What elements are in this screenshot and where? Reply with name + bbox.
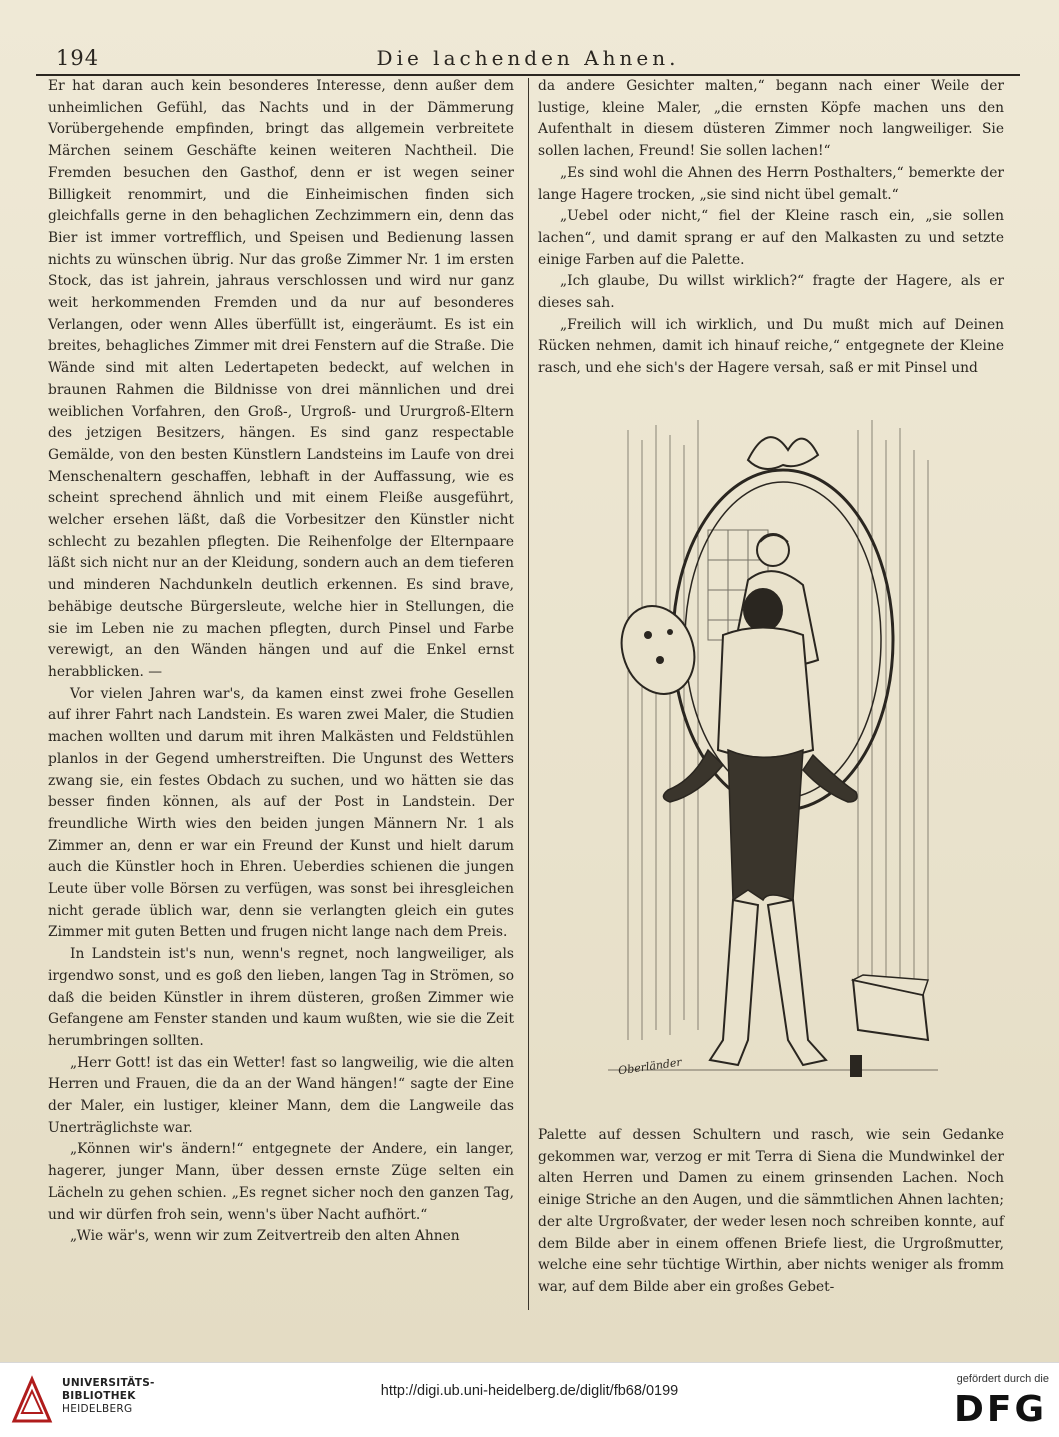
paragraph: „Es sind wohl die Ahnen des Herrn Posthalters,“ bemerkte der lange Hagere trocken, „sie sind nicht übel gemalt.“ bbox=[538, 164, 1004, 203]
dfg-logo: DFG bbox=[953, 1389, 1047, 1430]
viewer-footer bbox=[0, 1362, 1059, 1437]
paragraph: „Freilich will ich wirklich, und Du mußt mich auf Deinen Rücken nehmen, damit ich hinauf reiche,“ entgegnete der Kleine rasch, und ehe sich's der Hagere versah, saß er mit Pinsel und bbox=[538, 316, 1004, 377]
running-title: Die lachenden Ahnen. bbox=[376, 46, 680, 70]
library-name-line: HEIDELBERG bbox=[62, 1403, 133, 1415]
paragraph: Vor vielen Jahren war's, da kamen einst zwei frohe Gesellen auf ihrer Fahrt nach Landstein. Es waren zwei Maler, die Studien machen wollten und darum mit ihren Malkästen und Feldstühlen planlos in der Gegend umherstreiften. Die Ungunst des Wetters zwang sie, ein festes Obdach zu suchen, und wo hätten sie das besser finden können, als auf der Post in Landstein. Der freundliche Wirth wies den beiden jungen Männern Nr. 1 als Zimmer an, denn er war ein Freund der Kunst und hielt darum auch die Künstler hoch in Ehren. Ueberdies schienen die jungen Leute über volle Börsen zu verfügen, was sonst bei ihresgleichen nicht gerade üblich war, denn sie verlangten gleich ein gutes Zimmer mit guten Betten und frugen nicht lange nach dem Preis. bbox=[48, 685, 514, 941]
paragraph: Er hat daran auch kein besonderes Interesse, denn außer dem unheimlichen Gefühl, das Nachts und in der Dämmerung Vorübergehende empfinden, bringt das allgemein verbreitete Märchen seinem Geschäfte keinen weiteren Nachtheil. Die Fremden besuchen den Gasthof, denn er ist wegen seiner Billigkeit renommirt, und die Einheimischen finden sich gleichfalls gerne in den behaglichen Zechzimmern ein, denn das Bier ist immer vortrefflich, und Speisen und Bedienung lassen nichts zu wünschen übrig. Nur das große Zimmer Nr. 1 im ersten Stock, das ist jahrein, jahraus verschlossen und wird nur ganz weit herkommenden Fremden und da nur auf besonderes Verlangen, oder wenn Alles überfüllt ist, eingeräumt. Es ist ein breites, behagliches Zimmer mit drei Fenstern auf die Straße. Die Wände sind mit alten Ledertapeten bedeckt, auf welchen in braunen Rahmen die Bildnisse von drei männlichen und drei weiblichen Vorfahren, den Groß-, Urgroß- und Ururgroß-Eltern des jetzigen Besitzers, hängen. Es sind ganz respectable Gemälde, von den besten Künstlern Landsteins im Laufe von drei Menschenaltern geschaffen, lebhaft in der Auffassung, wie es scheint sprechend ähnlich und mit einem Fleiße ausgeführt, welcher ersehen läßt, daß die Vorbesitzer den Künstler nicht schlecht zu bezahlen pflegten. Die Reihenfolge der Elternpaare läßt sich nicht nur an der Kleidung, sondern auch an dem tieferen und minderen Nachdunkeln deutlich erkennen. Es sind brave, behäbige deutsche Bürgersleute, welche hier in Stellungen, die sie im Leben nie zu machen pflegten, durch Pinsel und Farbe verewigt, an den Wänden hängen und auf die Enkel ernst herabblicken. — bbox=[48, 78, 514, 680]
paragraph: „Ich glaube, Du willst wirklich?“ fragte der Hagere, als er dieses sah. bbox=[538, 273, 1004, 312]
funding-note: gefördert durch die bbox=[956, 1373, 1049, 1385]
artist-signature: Oberländer bbox=[617, 1055, 683, 1078]
column-divider bbox=[528, 78, 529, 1310]
paragraph: In Landstein ist's nun, wenn's regnet, noch langweiliger, als irgendwo sonst, und es goß den lieben, langen Tag in Strömen, so daß die beiden Künstler in ihrem düsteren, großen Zimmer wie Gefangene am Fenster standen und kaum wußten, wie sie die Zeit herumbringen sollten. bbox=[48, 946, 514, 1049]
paragraph: „Können wir's ändern!“ entgegnete der Andere, ein langer, hagerer, junger Mann, über dessen ernste Züge selten ein Lächeln zu gehen schien. „Es regnet sicher noch den ganzen Tag, und wir dürfen froh sein, wenn's über Nacht aufhört.“ bbox=[48, 1141, 514, 1223]
page-number: 194 bbox=[56, 46, 100, 70]
library-name-line: UNIVERSITÄTS- bbox=[62, 1377, 155, 1389]
permalink bbox=[0, 1383, 1059, 1399]
library-name-line: BIBLIOTHEK bbox=[62, 1390, 136, 1402]
paragraph: „Wie wär's, wenn wir zum Zeitvertreib den alten Ahnen bbox=[70, 1228, 460, 1245]
page-header bbox=[36, 44, 1020, 76]
permalink-link[interactable]: http://digi.ub.uni-heidelberg.de/diglit/fb68/0199 bbox=[380, 1383, 679, 1399]
paragraph: „Uebel oder nicht,“ fiel der Kleine rasch ein, „sie sollen lachen“, und damit sprang er auf den Malkasten zu und setzte einige Farben auf die Palette. bbox=[538, 208, 1004, 268]
engraving-illustration bbox=[598, 420, 944, 1090]
right-column-top bbox=[538, 76, 1004, 380]
right-column-bottom bbox=[538, 1125, 1004, 1299]
paragraph: „Herr Gott! ist das ein Wetter! fast so langweilig, wie die alten Herren und Frauen, die da an der Wand hängen!“ sagte der Eine der Maler, ein lustiger, kleiner Mann, dem die Langweile das Unerträglichste war. bbox=[48, 1054, 514, 1136]
paragraph: da andere Gesichter malten,“ begann nach einer Weile der lustige, kleine Maler, „die ernsten Köpfe machen uns den Aufenthalt in diesem düsteren Zimmer noch langweiliger. Sie sollen lachen, Freund! Sie sollen lachen!“ bbox=[538, 78, 1004, 160]
paragraph: Palette auf dessen Schultern und rasch, wie sein Gedanke gekommen war, verzog er mit Terra di Siena die Mundwinkel der alten Herren und Damen zu einem grinsenden Lachen. Noch einige Striche an den Augen, und die sämmtlichen Ahnen lachten; der alte Urgroßvater, der weder lesen noch schreiben konnte, auf dem Bilde aber in einem offenen Briefe liest, die Urgroßmutter, welche eine sehr tüchtige Wirthin, aber nichts weniger als fromm war, auf dem Bilde aber ein großes Gebet- bbox=[538, 1127, 1004, 1295]
left-column bbox=[48, 76, 514, 1248]
